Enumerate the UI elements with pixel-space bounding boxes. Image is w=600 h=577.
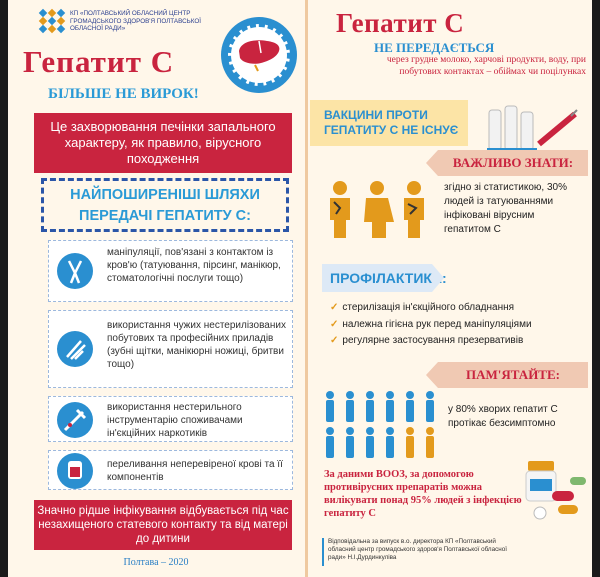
prevention-item: належна гігієна рук перед маніпуляціями [342,318,532,330]
remember-heading: ПАМ'ЯТАЙТЕ: [438,362,588,388]
responsible-line [322,538,324,566]
important-heading-arrow [426,150,438,176]
not-transmitted-heading: НЕ ПЕРЕДАЄТЬСЯ [374,40,495,55]
item-text: використання нестерильного інструментарію споживачами ін'єкційних наркотиків [107,402,243,439]
liver-ring [228,24,290,86]
prevention-heading-arrow [432,264,444,292]
poster [8,0,592,577]
check-icon: ✓ [330,318,339,330]
responsible-text: Відповідальна за випуск в.о. директора КП «Полтавський обласний центр громадського здоров'я Полтавської обласної ради» Н.І.Дурдинкуліва [328,538,507,561]
people-icon [322,178,432,240]
intro-box: Це захворювання печінки запального характеру, як правило, вірусного походження [34,113,292,173]
prevention-list [330,300,588,350]
item-text: використання чужих нестерилізованих побутових та професійних приладів (зубні щітки, манікюрні ножиці, бритви тощо) [107,320,286,370]
item-text: маніпуляції, пов'язані з контактом із кров'ю (татуювання, пірсинг, манікюр, стоматологічні послуги тощо) [107,247,281,284]
liver-icon [231,27,287,83]
right-column [308,0,592,577]
left-column [8,0,304,577]
remember-text: у 80% хворих гепатит С протікає безсимптомно [448,404,558,429]
list-item [48,310,293,388]
warning-box: Значно рідше інфікування відбувається під час незахищеного статевого контакту та від матері до дитини [34,500,292,550]
dental-pliers-icon [57,253,93,289]
check-icon: ✓ [330,335,339,346]
logo-icon [38,8,66,34]
paths-heading: НАЙПОШИРЕНІШІ ШЛЯХИ ПЕРЕДАЧІ ГЕПАТИТУ С: [41,178,289,232]
check-icon: ✓ [330,302,339,313]
prevention-heading: ПРОФІЛАКТИКА: [322,264,432,292]
footer: Полтава – 2020 [123,557,189,568]
org-name: КП «ПОЛТАВСЬКИЙ ОБЛАСНИЙ ЦЕНТР ГРОМАДСЬКОГО ЗДОРОВ'Я ПОЛТАВСЬКОЇ ОБЛАСНОЇ РАДИ» [70,10,202,32]
right-title: Гепатит С [336,8,465,38]
list-item [48,450,293,490]
pills-icon [518,455,590,527]
blood-bag-icon [57,453,93,489]
list-item [48,240,293,302]
important-heading: ВАЖЛИВО ЗНАТИ: [438,150,588,176]
vaccine-box: ВАКЦИНИ ПРОТИ ГЕПАТИТУ С НЕ ІСНУЄ [310,100,468,146]
remember-heading-arrow [426,362,438,388]
crowd-icon [322,390,440,462]
prevention-item: регулярне застосування презервативів [342,335,524,346]
item-text: переливання неперевіреної крові та її компонентів [107,459,283,483]
liver-badge [221,17,297,93]
list-item [48,396,293,442]
not-transmitted-detail: через грудне молоко, харчові продукти, воду, при побутових контактах – обіймах чи поцілунках [386,55,586,77]
page-title: Гепатит С [23,44,175,79]
tools-icon [57,331,93,367]
list-item [330,300,588,317]
page-subtitle: БІЛЬШЕ НЕ ВИРОК! [48,86,199,102]
vaccine-vials-icon [483,100,579,156]
prevention-item: стерилізація ін'єкційного обладнання [342,302,515,313]
important-text: згідно зі статистикою, 30% людей із татуюваннями інфіковані вірусним гепатитом С [444,182,567,235]
list-item [330,333,588,350]
list-item [330,317,588,334]
who-text: За даними ВООЗ, за допомогою противірусних препаратів можна вилікувати понад 95% людей з інфекцією гепатиту С [324,469,522,519]
syringe-icon [57,402,93,438]
